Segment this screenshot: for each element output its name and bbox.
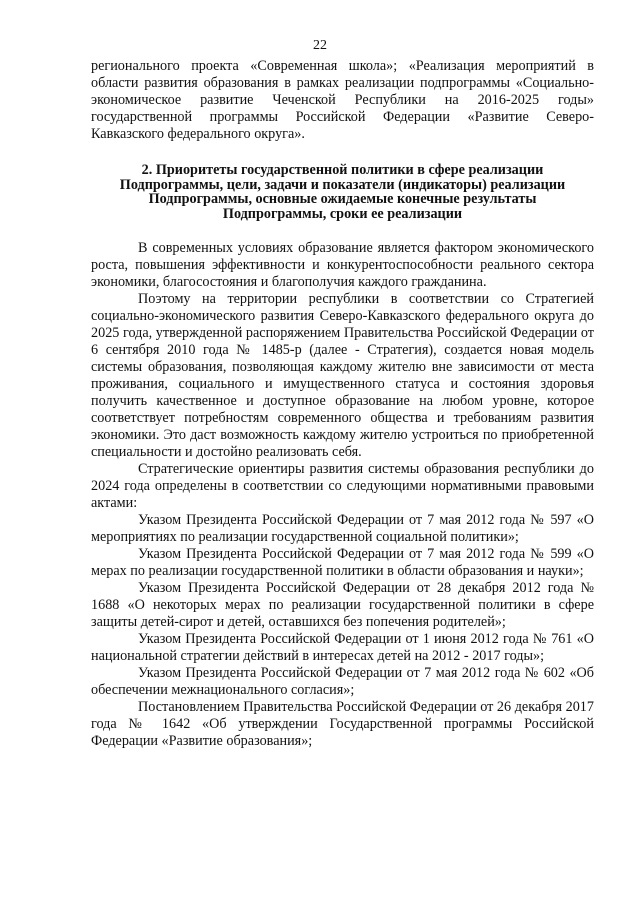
section-heading-line: Подпрограммы, цели, задачи и показатели (индикаторы) реализации xyxy=(119,176,566,193)
section-heading-line: 2. Приоритеты государственной политики в сфере реализации xyxy=(141,162,544,178)
paragraph-resolution-1642: Постановлением Правительства Российской Федерации от 26 декабря 2017 года № 1642 «Об утверждении Государственной программы Российской Федерации «Развитие образования»; xyxy=(91,699,594,749)
paragraph-decree-597: Указом Президента Российской Федерации от 7 мая 2012 года № 597 «О мероприятиях по реализации государственной социальной политики»; xyxy=(91,512,594,545)
paragraph-decree-761: Указом Президента Российской Федерации от 1 июня 2012 года № 761 «О национальной стратегии действий в интересах детей на 2012 - 2017 годы»; xyxy=(91,631,594,664)
paragraph-strategy: Поэтому на территории республики в соответствии со Стратегией социально-экономического развития Северо-Кавказского федерального округа до 2025 года, утвержденной распоряжением Правительства Российской Федерации от 6 сентября 2010 года № 1485-р (далее - Стратегия), создается новая модель системы образования, позволяющая каждому жителю вне зависимости от места проживания, социального и имущественного статуса и состояния здоровья получить качественное и доступное образование на любом уровне, которое соответствует потребностям современного общества и требованиям развития экономики. Это даст возможность каждому жителю устроиться по приобретенной специальности и достойно реализовать себя. xyxy=(91,291,594,460)
page-number: 22 xyxy=(313,38,327,53)
paragraph-decree-602: Указом Президента Российской Федерации от 7 мая 2012 года № 602 «Об обеспечении межнационального согласия»; xyxy=(91,665,594,698)
intro-paragraph: регионального проекта «Современная школа»; «Реализация мероприятий в области развития образования в рамках реализации подпрограммы «Социально-экономическое развитие Чеченской Республики на 2016-2025 годы» государственной программы Российской Федерации «Развитие Северо-Кавказского федерального округа». xyxy=(91,58,594,142)
paragraph-strategic-guidelines: Стратегические ориентиры развития системы образования республики до 2024 года определены в соответствии со следующими нормативными правовыми актами: xyxy=(91,461,594,511)
paragraph-decree-599: Указом Президента Российской Федерации от 7 мая 2012 года № 599 «О мерах по реализации государственной политики в области образования и науки»; xyxy=(91,546,594,579)
section-heading xyxy=(91,163,594,221)
paragraph-education-factor: В современных условиях образование является фактором экономического роста, повышения эффективности и конкурентоспособности реального сектора экономики, благосостояния и благополучия каждого гражданина. xyxy=(91,240,594,290)
section-heading-line: Подпрограммы, сроки ее реализации xyxy=(222,205,463,222)
paragraph-decree-1688: Указом Президента Российской Федерации от 28 декабря 2012 года № 1688 «О некоторых мерах по реализации государственной политики в сфере защиты детей-сирот и детей, оставшихся без попечения родителей»; xyxy=(91,580,594,630)
document-body xyxy=(91,58,594,750)
section-heading-line: Подпрограммы, основные ожидаемые конечные результаты xyxy=(148,191,537,207)
